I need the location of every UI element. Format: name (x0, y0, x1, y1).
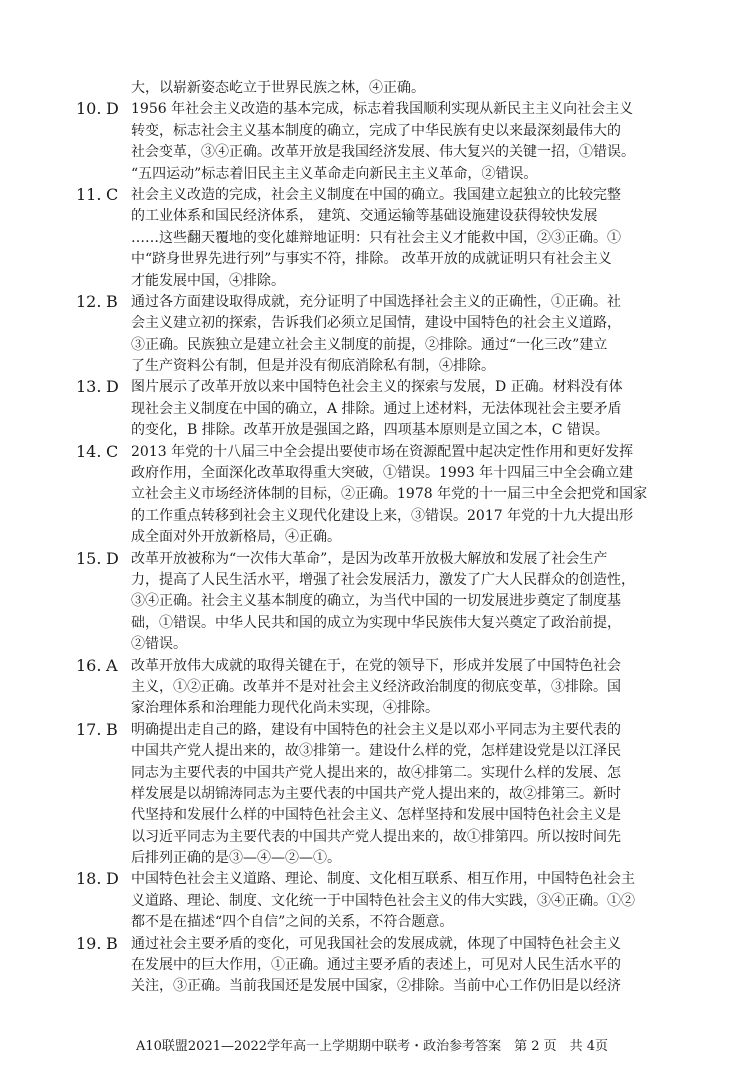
explanation-line: 以习近平同志为主要代表的中国共产党人提出来的，故①排第四。所以按时间先 (131, 828, 621, 845)
explanation-line: 的工作重点转移到社会主义现代化建设上来，③错误。2017 年党的十九大提出形 (131, 507, 634, 524)
explanation-line: 明确提出走自己的路，建设有中国特色的社会主义是以邓小平同志为主要代表的 (131, 721, 621, 738)
explanation-line: 在发展中的巨大作用，①正确。通过主要矛盾的表述上，可见对人民生活水平的 (131, 957, 621, 974)
answer-letter: B (106, 291, 118, 311)
explanation-line: 主义，①②正确。改革并不是对社会主义经济政治制度的彻底变革，③排除。国 (131, 678, 621, 695)
answer-letter: A (106, 655, 118, 675)
explanation-line: 关注，③正确。当前我国还是发展中国家，②排除。当前中心工作仍旧是以经济 (131, 978, 621, 995)
answer-item (76, 292, 676, 378)
answer-letter: C (106, 184, 119, 204)
explanation-line: ③④正确。社会主义基本制度的确立，为当代中国的一切发展进步奠定了制度基 (131, 593, 621, 610)
explanation-line: ③正确。民族独立是建立社会主义制度的前提，②排除。通过“一化三改”建立 (131, 336, 608, 353)
explanation-line: 通过社会主要矛盾的变化，可见我国社会的发展成就，体现了中国特色社会主义 (131, 935, 621, 952)
answer-list (76, 78, 676, 998)
question-number: 17. (76, 719, 102, 739)
answer-letter: B (106, 933, 118, 953)
explanation-line: 义道路、理论、制度、文化统一于中国特色社会主义的伟大实践，③④正确。①② (131, 892, 635, 909)
answer-item (76, 442, 676, 549)
question-number: 12. (76, 291, 102, 311)
explanation-line: 改革开放伟大成就的取得关键在于，在党的领导下，形成并发展了中国特色社会 (131, 657, 621, 674)
explanation-line: 立社会主义市场经济体制的目标，②正确。1978 年党的十一届三中全会把党和国家 (131, 486, 648, 503)
explanation-line: 后排列正确的是③—④—②—①。 (131, 850, 341, 867)
question-number: 19. (76, 933, 102, 953)
explanation-line: 通过各方面建设取得成就，充分证明了中国选择社会主义的正确性，①正确。社 (131, 293, 621, 310)
answer-letter: D (106, 548, 119, 568)
explanation-line: 都不是在描述“四个自信”之间的关系，不符合题意。 (131, 914, 454, 931)
explanation-line: 样发展是以胡锦涛同志为主要代表的中国共产党人提出来的，故②排第三。新时 (131, 785, 621, 802)
explanation-line: 才能发展中国，④排除。 (131, 272, 285, 289)
answer-item (76, 99, 676, 185)
explanation-line: 中国共产党人提出来的，故③排第一。建设什么样的党，怎样建设党是以江泽民 (131, 743, 621, 760)
question-number: 11. (76, 184, 102, 204)
explanation-line: 社会变革，③④正确。改革开放是我国经济发展、伟大复兴的关键一招，①错误。 (131, 144, 635, 161)
answer-item (76, 720, 676, 870)
question-number: 16. (76, 655, 102, 675)
answer-letter: B (106, 719, 118, 739)
explanation-line: 代坚持和发展什么样的中国特色社会主义、怎样坚持和发展中国特色社会主义是 (131, 807, 621, 824)
continued-paragraph (76, 78, 676, 99)
question-number: 15. (76, 548, 102, 568)
explanation-line: 力，提高了人民生活水平，增强了社会发展活力，激发了广大人民群众的创造性， (131, 571, 635, 588)
explanation-line: 成全面对外开放新格局，④正确。 (131, 529, 341, 546)
explanation-line: 中国特色社会主义道路、理论、制度、文化相互联系、相互作用，中国特色社会主 (131, 871, 635, 888)
explanation-line: 转变，标志社会主义基本制度的确立，完成了中华民族有史以来最深刻最伟大的 (131, 122, 621, 139)
explanation-line: 的工业体系和国民经济体系， 建筑、交通运输等基础设施建设获得较快发展 (131, 208, 598, 225)
explanation-line: 础，①错误。中华人民共和国的成立为实现中华民族伟大复兴奠定了政治前提， (131, 614, 621, 631)
answer-letter: D (106, 869, 119, 889)
answer-item (76, 377, 676, 441)
explanation-line: ②错误。 (131, 636, 187, 653)
explanation-line: 了生产资料公有制，但是并没有彻底消除私有制，④排除。 (131, 358, 495, 375)
explanation-line: 改革开放被称为“一次伟大革命”，是因为改革开放极大解放和发展了社会生产 (131, 550, 608, 567)
question-number: 14. (76, 441, 102, 461)
explanation-line: 现社会主义制度在中国的确立，A 排除。通过上述材料，无法体现社会主要矛盾 (131, 400, 622, 417)
answer-item (76, 549, 676, 656)
answer-letter: D (106, 377, 119, 397)
answer-items (76, 99, 676, 997)
question-number: 10. (76, 99, 102, 119)
explanation-line: 会主义建立初的探索，告诉我们必须立足国情，建设中国特色的社会主义道路， (131, 315, 621, 332)
explanation-line: 社会主义改造的完成，社会主义制度在中国的确立。我国建立起独立的比较完整 (131, 186, 621, 203)
answer-letter: C (106, 441, 119, 461)
explanation-line: 2013 年党的十八届三中全会提出要使市场在资源配置中起决定性作用和更好发挥 (131, 443, 634, 460)
explanation-line: 1956 年社会主义改造的基本完成，标志着我国顺利实现从新民主主义向社会主义 (131, 101, 634, 118)
answer-item (76, 869, 676, 933)
explanation-line: 中“跻身世界先进行列”与事实不符，排除。 改革开放的成就证明只有社会主义 (131, 251, 612, 268)
answer-item (76, 656, 676, 720)
explanation-line: 的变化，B 排除。改革开放是强国之路，四项基本原则是立国之本，C 错误。 (131, 422, 609, 439)
text-line: 大，以崭新姿态屹立于世界民族之林，④正确。 (131, 80, 425, 96)
explanation-line: 同志为主要代表的中国共产党人提出来的，故④排第二。实现什么样的发展、怎 (131, 764, 621, 781)
answer-item (76, 185, 676, 292)
explanation-line: “五四运动”标志着旧民主主义革命走向新民主主义革命，②错误。 (131, 165, 538, 182)
answer-letter: D (106, 99, 119, 119)
explanation-line: 政府作用，全面深化改革取得重大突破，①错误。1993 年十四届三中全会确立建 (131, 465, 634, 482)
page-footer: A10联盟2021—2022学年高一上学期期中联考・政治参考答案 第 2 页 共 4页 (135, 1039, 609, 1054)
explanation-line: 家治理体系和治理能力现代化尚未实现，④排除。 (131, 700, 439, 717)
question-number: 18. (76, 869, 102, 889)
question-number: 13. (76, 377, 102, 397)
explanation-line: ……这些翻天覆地的变化雄辩地证明：只有社会主义才能救中国，②③正确。① (131, 229, 621, 246)
answer-item (76, 934, 676, 998)
explanation-line: 图片展示了改革开放以来中国特色社会主义的探索与发展，D 正确。材料没有体 (131, 379, 623, 396)
